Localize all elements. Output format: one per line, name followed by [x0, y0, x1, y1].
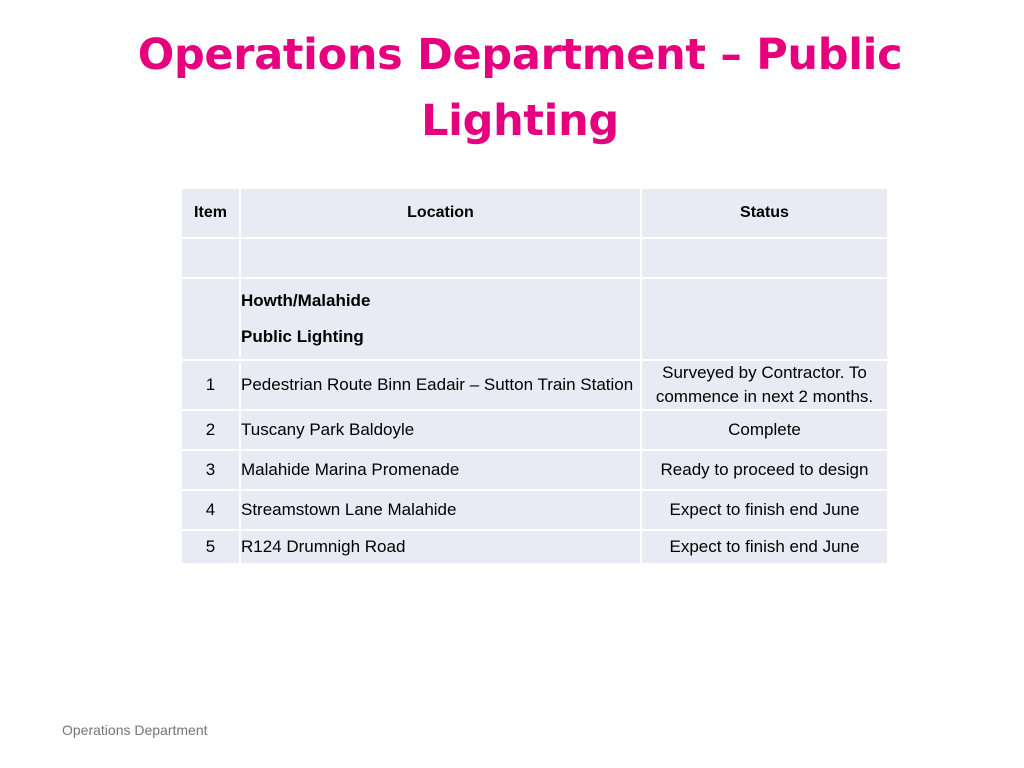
group-area: Howth/Malahide: [241, 291, 371, 310]
table-row: [181, 490, 888, 530]
row-location: Streamstown Lane Malahide: [240, 490, 641, 530]
row-item-number: 2: [181, 410, 240, 450]
table-row-empty: [181, 238, 888, 278]
row-status: Expect to finish end June: [641, 530, 888, 564]
row-item-number: 4: [181, 490, 240, 530]
table-cell: [240, 238, 641, 278]
table-row-group: [181, 278, 888, 360]
header-location: Location: [240, 188, 641, 238]
row-location: R124 Drumnigh Road: [240, 530, 641, 564]
table-cell: [181, 278, 240, 360]
row-status: Surveyed by Contractor. To commence in next 2 months.: [641, 360, 888, 410]
table-cell: [181, 238, 240, 278]
row-location: Tuscany Park Baldoyle: [240, 410, 641, 450]
row-status: Expect to finish end June: [641, 490, 888, 530]
group-category: Public Lighting: [241, 327, 364, 346]
table-header-row: [181, 188, 888, 238]
row-item-number: 1: [181, 360, 240, 410]
table-cell: [641, 238, 888, 278]
row-location: Pedestrian Route Binn Eadair – Sutton Train Station: [240, 360, 641, 410]
row-status: Complete: [641, 410, 888, 450]
group-label-cell: [240, 278, 641, 360]
header-item: Item: [181, 188, 240, 238]
table-row: [181, 530, 888, 564]
table-cell: [641, 278, 888, 360]
row-status: Ready to proceed to design: [641, 450, 888, 490]
table-row: [181, 450, 888, 490]
slide-footer: Operations Department: [62, 722, 208, 738]
header-status: Status: [641, 188, 888, 238]
lighting-table-container: [180, 187, 887, 565]
row-location: Malahide Marina Promenade: [240, 450, 641, 490]
slide-title: Operations Department – Public Lighting: [137, 30, 903, 146]
row-item-number: 5: [181, 530, 240, 564]
table-row: [181, 360, 888, 410]
lighting-status-table: [180, 187, 889, 565]
row-item-number: 3: [181, 450, 240, 490]
table-row: [181, 410, 888, 450]
